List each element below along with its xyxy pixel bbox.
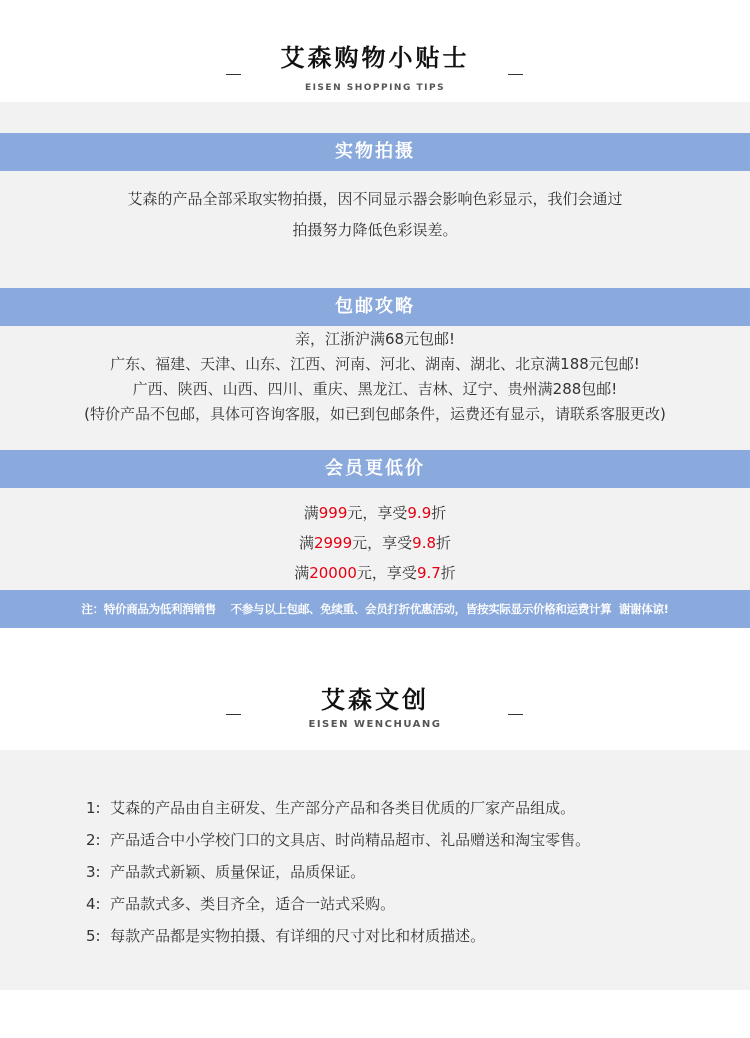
photo-band-title: 实物拍摄 bbox=[335, 141, 415, 162]
tips-title: 艾森购物小贴士 bbox=[280, 44, 470, 72]
member-suffix: 折 bbox=[440, 564, 456, 582]
photo-line: 艾森的产品全部采取实物拍摄，因不同显示器会影响色彩显示，我们会通过 bbox=[127, 190, 623, 208]
shipping-line: 广东、福建、天津、山东、江西、河南、河北、湖南、湖北、北京满188元包邮! bbox=[110, 355, 640, 373]
member-mid: 元，享受 bbox=[347, 504, 408, 522]
tips-header bbox=[0, 0, 750, 102]
member-discount: 9.8 bbox=[412, 534, 437, 552]
shipping-band bbox=[0, 288, 750, 326]
list-item: 2: 产品适合中小学校门口的文具店、时尚精品超市、礼品赠送和淘宝零售。 bbox=[86, 831, 591, 849]
title-dash-left bbox=[226, 74, 241, 75]
member-discount: 9.7 bbox=[416, 564, 441, 582]
member-band bbox=[0, 450, 750, 488]
notice-bar bbox=[0, 590, 750, 628]
member-suffix: 折 bbox=[431, 504, 447, 522]
shipping-band-title: 包邮攻略 bbox=[335, 296, 415, 317]
bottom-strip bbox=[0, 990, 750, 1036]
member-text bbox=[0, 488, 750, 590]
member-suffix: 折 bbox=[436, 534, 452, 552]
photo-section bbox=[0, 102, 750, 288]
brand-title: 艾森文创 bbox=[321, 686, 429, 714]
brand-list bbox=[0, 750, 750, 990]
photo-text bbox=[0, 171, 750, 246]
photo-line: 拍摄努力降低色彩误差。 bbox=[292, 221, 458, 239]
tips-subtitle: EISEN SHOPPING TIPS bbox=[304, 83, 446, 93]
list-item: 4: 产品款式多、类目齐全，适合一站式采购。 bbox=[86, 895, 396, 913]
shipping-line: (特价产品不包邮，具体可咨询客服，如已到包邮条件，运费还有显示，请联系客服更改) bbox=[84, 405, 666, 423]
title-dash-left bbox=[226, 714, 241, 715]
shipping-line: 亲，江浙沪满68元包邮! bbox=[294, 330, 456, 348]
title-dash-right bbox=[508, 74, 523, 75]
member-amount: 20000 bbox=[309, 564, 357, 582]
member-mid: 元，享受 bbox=[352, 534, 413, 552]
list-item: 5: 每款产品都是实物拍摄、有详细的尺寸对比和材质描述。 bbox=[86, 927, 486, 945]
list-item: 1: 艾森的产品由自主研发、生产部分产品和各类目优质的厂家产品组成。 bbox=[86, 799, 576, 817]
brand-subtitle: EISEN WENCHUANG bbox=[308, 719, 442, 730]
member-mid: 元，享受 bbox=[356, 564, 417, 582]
shipping-line: 广西、陕西、山西、四川、重庆、黑龙江、吉林、辽宁、贵州满288包邮! bbox=[132, 380, 618, 398]
member-prefix: 满 bbox=[298, 534, 314, 552]
member-row bbox=[0, 528, 750, 558]
brand-header bbox=[0, 628, 750, 750]
member-prefix: 满 bbox=[294, 564, 310, 582]
photo-band bbox=[0, 133, 750, 171]
member-prefix: 满 bbox=[303, 504, 319, 522]
member-row bbox=[0, 498, 750, 528]
member-discount: 9.9 bbox=[407, 504, 432, 522]
member-band-title: 会员更低价 bbox=[325, 458, 425, 479]
list-item: 3: 产品款式新颖、质量保证，品质保证。 bbox=[86, 863, 366, 881]
member-amount: 2999 bbox=[313, 534, 353, 552]
member-row bbox=[0, 558, 750, 588]
shipping-text bbox=[0, 326, 750, 451]
title-dash-right bbox=[508, 714, 523, 715]
member-amount: 999 bbox=[318, 504, 348, 522]
notice-text: 注：特价商品为低利润销售 不参与以上包邮、免续重、会员打折优惠活动，皆按实际显示价格和运费计算 谢谢体谅! bbox=[81, 602, 669, 616]
